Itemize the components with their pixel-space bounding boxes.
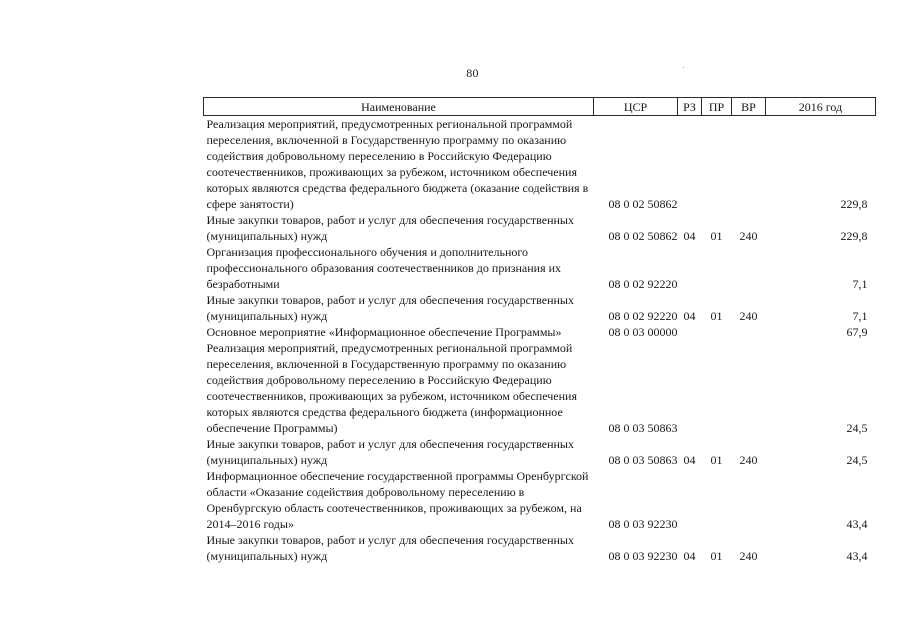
row-year-value: 24,5 <box>846 421 868 435</box>
table-row <box>204 292 876 324</box>
row-vr <box>732 244 766 292</box>
row-rz <box>678 468 702 532</box>
row-year-value: 43,4 <box>846 549 868 563</box>
row-year-value: 229,8 <box>840 197 868 211</box>
row-year-value: 229,8 <box>840 229 868 243</box>
table-row <box>204 436 876 468</box>
row-year-value: 43,4 <box>846 517 868 531</box>
row-csr: 08 0 02 92220 <box>608 309 678 323</box>
row-pr: 01 <box>710 453 723 467</box>
row-rz <box>678 340 702 436</box>
table-row <box>204 532 876 564</box>
header-rz: РЗ <box>678 98 702 116</box>
row-pr <box>702 244 732 292</box>
row-pr <box>702 468 732 532</box>
row-name: Иные закупки товаров, работ и услуг для обеспечения государственных (муниципальных) нужд <box>206 213 574 243</box>
row-vr: 240 <box>739 309 758 323</box>
row-csr: 08 0 02 50862 <box>608 197 678 211</box>
row-vr: 240 <box>739 229 758 243</box>
row-name: Реализация мероприятий, предусмотренных региональной программой переселения, включенной в Государственную программу по оказанию содействия добровольному переселению в Российскую Федерацию соотечественников, проживающих за рубежом, источником обеспечения которых являются средства федерального бюджета (оказание содействия в сфере занятости) <box>206 117 589 211</box>
row-csr: 08 0 03 50863 <box>608 421 678 435</box>
header-vr: ВР <box>732 98 766 116</box>
table-row <box>204 324 876 340</box>
row-year-value: 67,9 <box>846 325 868 339</box>
row-name: Информационное обеспечение государственной программы Оренбургской области «Оказание содействия добровольному переселению в Оренбургскую область соотечественников, проживающих за рубежом, на 2014–2016 годы» <box>206 469 589 531</box>
row-csr: 08 0 03 50863 <box>608 453 678 467</box>
row-vr: 240 <box>739 453 758 467</box>
row-pr: 01 <box>710 549 723 563</box>
table-body <box>204 116 876 565</box>
row-year-value: 7,1 <box>852 309 868 323</box>
row-name: Реализация мероприятий, предусмотренных региональной программой переселения, включенной в Государственную программу по оказанию содействия добровольному переселению в Российскую Федерацию соотечественников, проживающих за рубежом, источником обеспечения которых являются средства федерального бюджета (информационное обеспечение Программы) <box>206 341 577 435</box>
row-name: Организация профессионального обучения и дополнительного профессионального образования соотечественников до признания их безработными <box>206 245 562 291</box>
row-csr: 08 0 03 00000 <box>608 325 678 339</box>
row-csr: 08 0 03 92230 <box>608 517 678 531</box>
row-csr: 08 0 03 92230 <box>608 549 678 563</box>
row-vr: 240 <box>739 549 758 563</box>
table-row <box>204 468 876 532</box>
row-pr <box>702 324 732 340</box>
row-rz <box>678 116 702 213</box>
header-year: 2016 год <box>766 98 876 116</box>
row-vr <box>732 116 766 213</box>
table-row <box>204 244 876 292</box>
row-vr <box>732 468 766 532</box>
row-name: Иные закупки товаров, работ и услуг для обеспечения государственных (муниципальных) нужд <box>206 533 574 563</box>
row-rz <box>678 244 702 292</box>
row-year-value: 7,1 <box>852 277 868 291</box>
row-csr: 08 0 02 92220 <box>608 277 678 291</box>
row-rz: 04 <box>683 549 696 563</box>
row-name: Иные закупки товаров, работ и услуг для обеспечения государственных (муниципальных) нужд <box>206 437 574 467</box>
row-vr <box>732 324 766 340</box>
row-pr <box>702 116 732 213</box>
budget-table <box>203 97 876 564</box>
table-row <box>204 212 876 244</box>
row-csr: 08 0 02 50862 <box>608 229 678 243</box>
row-rz: 04 <box>683 309 696 323</box>
page-number: 80 <box>466 66 479 80</box>
table-header <box>204 98 876 116</box>
row-pr: 01 <box>710 309 723 323</box>
header-csr: ЦСР <box>594 98 678 116</box>
table-row <box>204 116 876 213</box>
header-row <box>204 98 876 116</box>
header-pr: ПР <box>702 98 732 116</box>
header-name: Наименование <box>204 98 594 116</box>
table-row <box>204 340 876 436</box>
row-pr: 01 <box>710 229 723 243</box>
row-vr <box>732 340 766 436</box>
row-name: Иные закупки товаров, работ и услуг для обеспечения государственных (муниципальных) нужд <box>206 293 574 323</box>
row-rz: 04 <box>683 229 696 243</box>
row-rz: 04 <box>683 453 696 467</box>
row-pr <box>702 340 732 436</box>
row-rz <box>678 324 702 340</box>
row-year-value: 24,5 <box>846 453 868 467</box>
scan-speck <box>683 67 684 68</box>
row-name: Основное мероприятие «Информационное обеспечение Программы» <box>206 325 562 339</box>
